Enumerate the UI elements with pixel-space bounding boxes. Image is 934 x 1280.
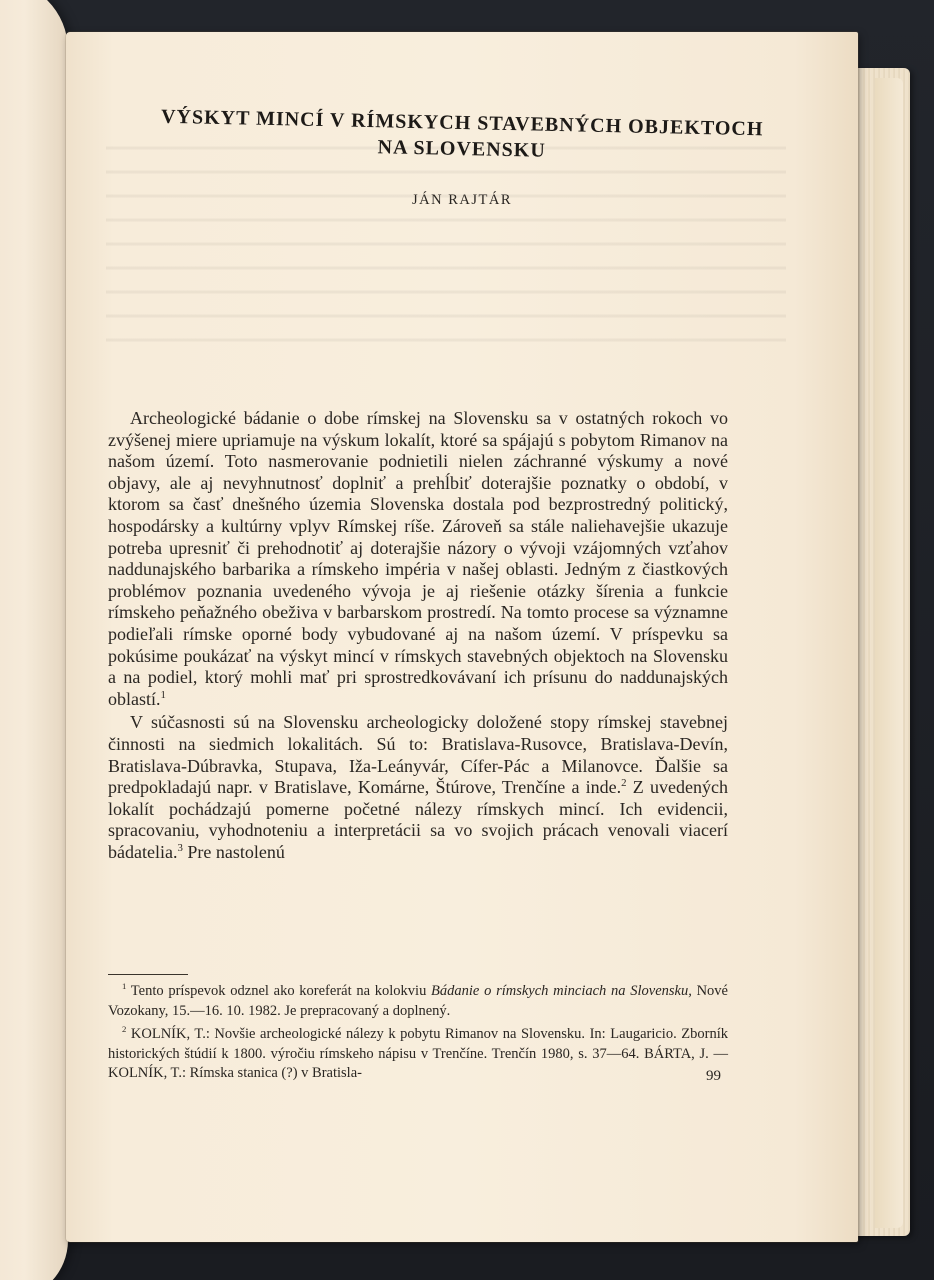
paragraph-2	[108, 712, 728, 863]
footnotes	[108, 982, 728, 1088]
footnote-1-text-b: Nové Vozokany, 15.—16. 10. 1982. Je prepracovaný a doplnený.	[108, 983, 728, 1019]
paragraph-1-text: Archeologické bádanie o dobe rímskej na Slovensku sa v ostatných rokoch vo zvýšenej miere upriamuje na výskum lokalít, ktoré sa spájajú s pobytom Rimanov na našom území. Toto nasmerovanie podnietili nielen záchranné výskumy a nové objavy, ale aj nevyhnutnosť doplniť a prehĺbiť doterajšie poznatky o období, v ktorom sa časť dnešného územia Slovenska dostala pod bezprostredný politický, hospodársky a kultúrny vplyv Rímskej ríše. Zároveň sa stále naliehavejšie ukazuje potreba upresniť či prehodnotiť aj doterajšie názory o vývoji vzájomných vzťahov naddunajského barbarika a rímskeho impéria v našej oblasti. Jedným z čiastkových problémov poznania uvedeného vývoja je aj riešenie otázky šírenia a funkcie rímskeho peňažného obeživa v barbarskom prostredí. Na tomto procese sa významne podieľali rímske oporné body vybudované aj na našom území. V príspevku sa pokúsime poukázať na výskyt mincí v rímskych stavebných objektoch na Slovensku a na podiel, ktorý mohli mať pri sprostredkovávaní ich prísunu do naddunajských oblastí.	[108, 408, 728, 709]
paragraph-1	[108, 408, 728, 710]
footnote-1-text-a: Tento príspevok odznel ako koreferát na kolokviu	[126, 983, 432, 999]
page-number: 99	[706, 1068, 721, 1084]
title-line-2: NA SLOVENSKU	[377, 136, 547, 162]
paragraph-2-tail: Pre nastolenú	[182, 841, 285, 862]
footnote-2-text: KOLNÍK, T.: Novšie archeologické nálezy k pobytu Rimanov na Slovensku. In: Laugaricio. Zborník historických štúdií k 1800. výročiu rímskeho nápisu v Trenčíne. Trenčín 1980, s. 37—64. BÁRTA, J. — KOLNÍK, T.: Rímska stanica (?) v Bratisla-	[108, 1026, 728, 1081]
footnote-divider	[108, 974, 188, 975]
page-stack-inner-edge	[875, 78, 903, 1228]
footnote-1-number: 1	[122, 981, 127, 992]
facing-page-edge	[0, 0, 68, 1280]
footnote-ref-1: 1	[160, 688, 166, 701]
paragraph-2-text: V súčasnosti sú na Slovensku archeologicky doložené stopy rímskej stavebnej činnosti na siedmich lokalitách. Sú to: Bratislava-Rusovce, Bratislava-Devín, Bratislava-Dúbravka, Stupava, Iža-Leányvár, Cífer-Pác a Milanovce. Ďalšie sa predpokladajú napr. v Bratislave, Komárne, Štúrove, Trenčíne a inde.	[108, 712, 728, 798]
title-line-1: VÝSKYT MINCÍ V RÍMSKYCH STAVEBNÝCH OBJEKTOCH	[160, 105, 764, 141]
footnote-ref-3: 3	[177, 841, 183, 854]
article-body	[108, 408, 728, 863]
author-name: JÁN RAJTÁR	[412, 192, 512, 208]
footnote-1-italic: Bádanie o rímskych minciach na Slovensku,	[431, 983, 692, 999]
book-page	[66, 32, 858, 1242]
paragraph-2-continuation: Z uvedených lokalít pochádzajú pomerne početné nálezy rímskych mincí. Ich evidencii, spracovaniu, vyhodnoteniu a interpretácii sa vo svojich prácach venovali viacerí bádatelia.	[108, 777, 728, 862]
footnote-1	[108, 982, 728, 1021]
footnote-2-number: 2	[122, 1024, 127, 1035]
footnote-ref-2: 2	[621, 777, 627, 790]
footnote-2	[108, 1025, 728, 1084]
